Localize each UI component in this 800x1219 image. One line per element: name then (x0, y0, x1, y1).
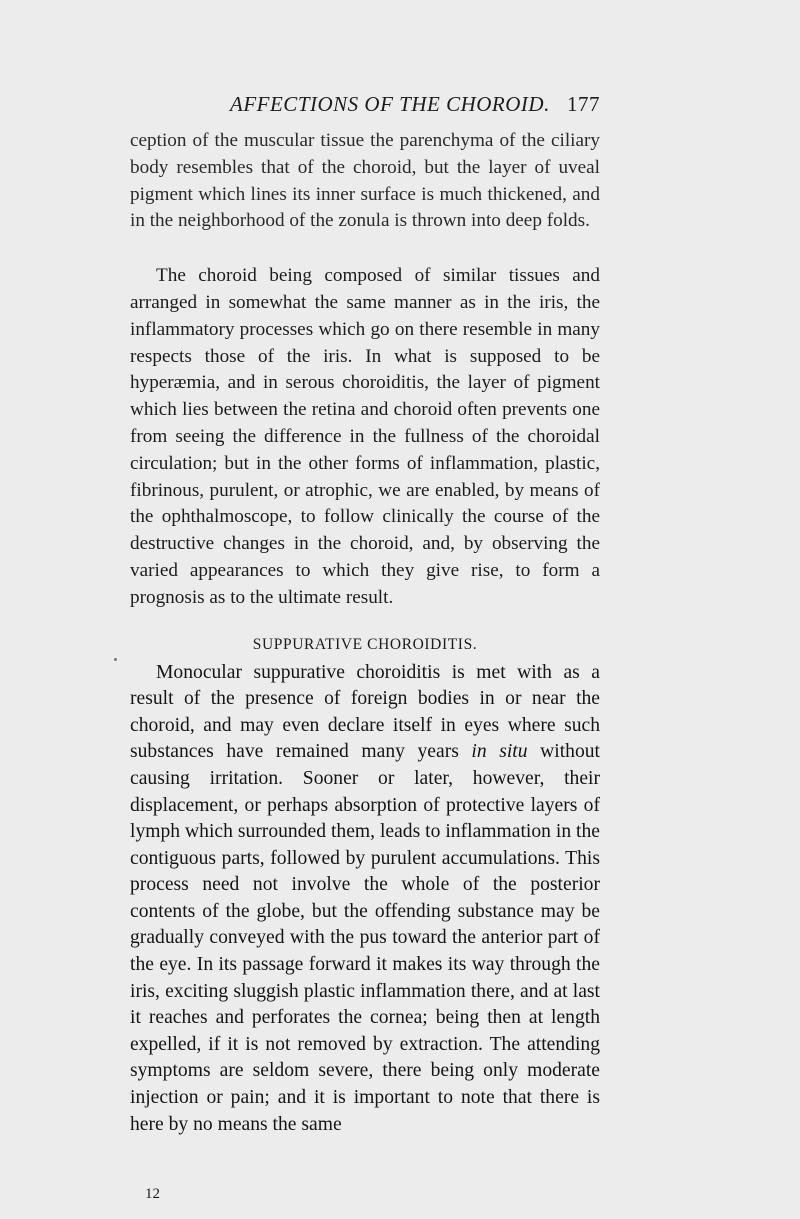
paragraph-choroid-inflammation: The choroid being composed of similar tissues and arranged in somewhat the same manner as in the iris, the inflammatory processes which go on there resemble in many respects those of the iris. In what is supposed to be hyperæmia, and in serous choroiditis, the layer of pigment which lies between the retina and choroid often prevents one from seeing the difference in the fullness of the choroidal circulation; but in the other forms of inflammation, plastic, fibrinous, purulent, or atrophic, we are enabled, by means of the ophthalmoscope, to follow clinically the course of the destructive changes in the choroid, and, by observing the varied appearances to which they give rise, to form a prognosis as to the ultimate result. (130, 265, 600, 608)
paragraph-text-part2: without causing irritation. Sooner or later, however, their displacement, or perhaps absorption of protective layers of lymph which surrounded them, leads to inflammation in the contiguous parts, followed by purulent accumulations. This process need not involve the whole of the posterior contents of the globe, but the offending substance may be gradually conveyed with the pus toward the anterior part of the eye. In its passage forward it makes its way through the iris, exciting sluggish plastic inflammation there, and at last it reaches and perforates the cornea; being then at length expelled, if it is not removed by extraction. The attending symptoms are seldom severe, there being only moderate injection or pain; and it is important to note that there is here by no means the same (130, 741, 600, 1135)
paragraph-italic-phrase: in situ (471, 741, 528, 763)
page-number: 177 (567, 92, 600, 116)
running-head (230, 92, 600, 117)
running-head-title: AFFECTIONS OF THE CHOROID. (230, 92, 550, 116)
paragraph-gap (130, 235, 600, 263)
body-text (130, 128, 600, 1138)
paragraph-suppurative-choroiditis (130, 660, 600, 1139)
section-heading: SUPPURATIVE CHOROIDITIS. (252, 635, 478, 653)
paragraph-text-part1: Monocular suppurative choroiditis is met with as a result of the presence of foreign bodies in or near the choroid, and may even declare itself in eyes where such substances have remained many years (130, 661, 600, 763)
signature-mark: 12 (145, 1186, 160, 1202)
paragraph-continuation: ception of the muscular tissue the parenchyma of the ciliary body resembles that of the choroid, but the layer of uveal pigment which lines its inner surface is much thickened, and in the neighborhood of the zonula is thrown into deep folds. (130, 130, 600, 232)
print-speck (114, 658, 117, 661)
